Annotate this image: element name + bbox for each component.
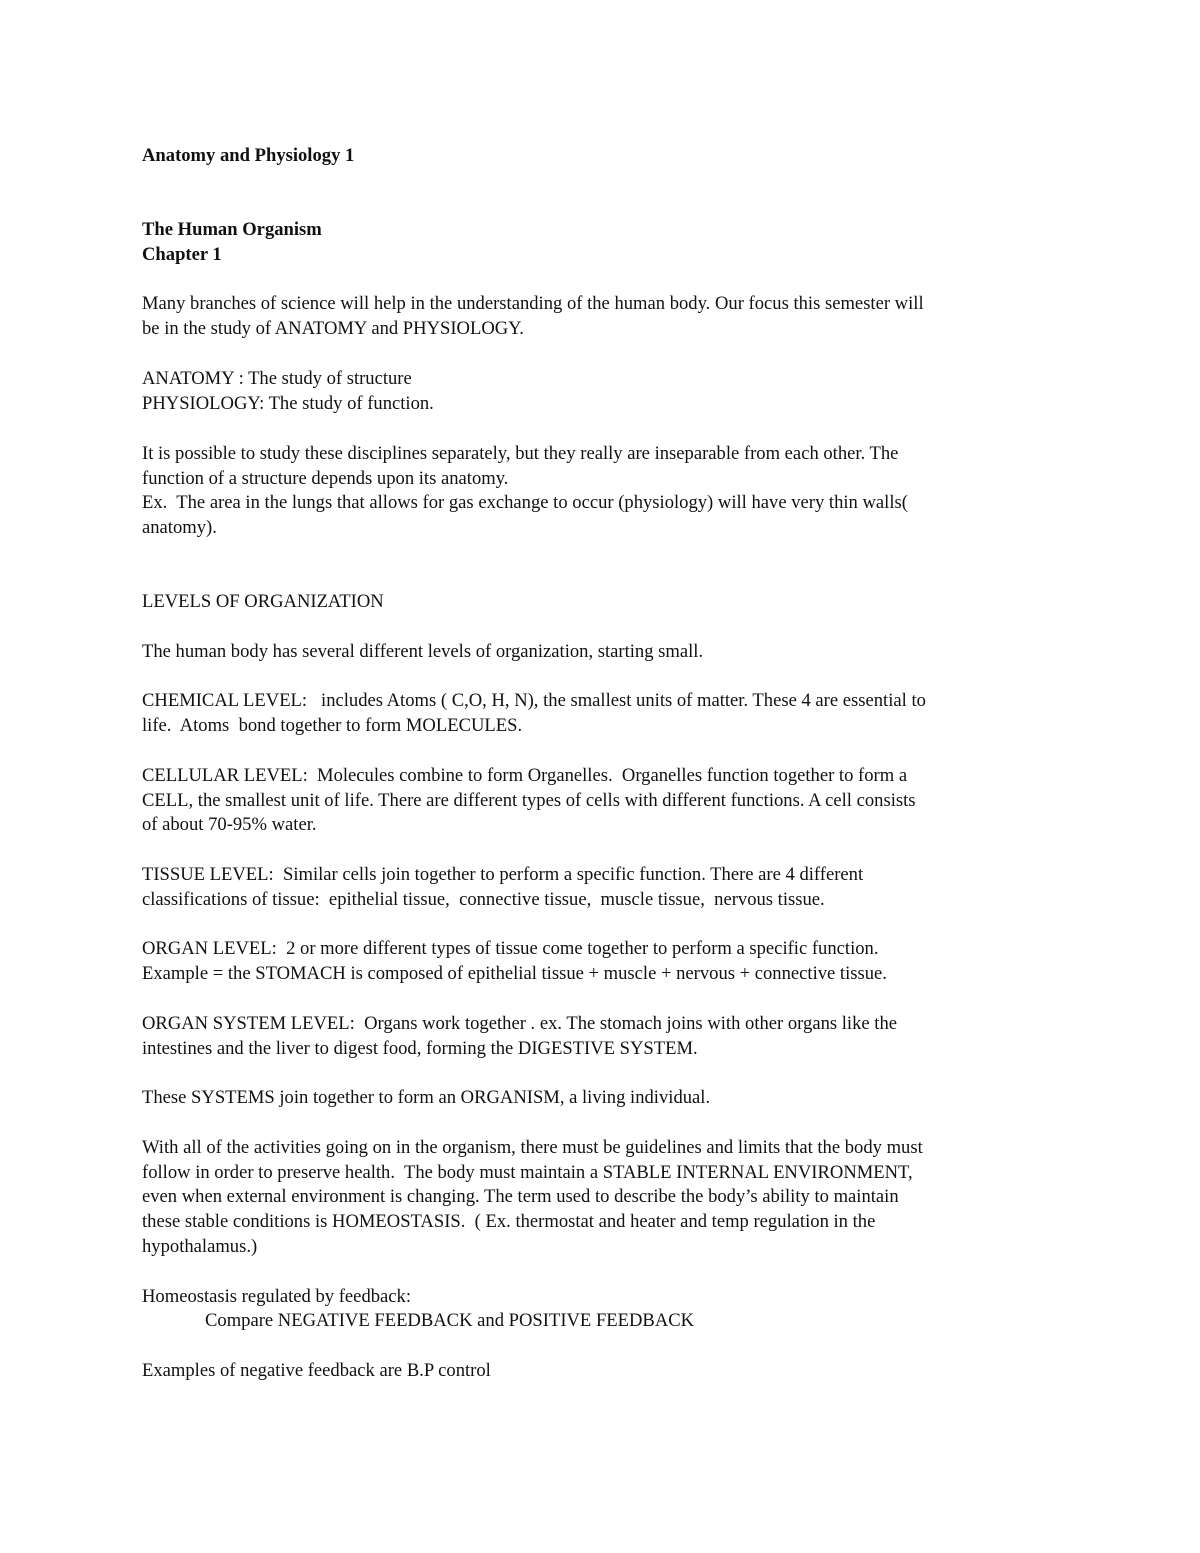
homeostasis-line: even when external environment is changing. The term used to describe the body’s ability to maintain bbox=[142, 1186, 899, 1207]
organism-line: These SYSTEMS join together to form an ORGANISM, a living individual. bbox=[142, 1087, 711, 1108]
feedback-heading: Homeostasis regulated by feedback: bbox=[142, 1286, 412, 1307]
intro-line: be in the study of ANATOMY and PHYSIOLOGY. bbox=[142, 318, 524, 339]
homeostasis-line: hypothalamus.) bbox=[142, 1236, 258, 1257]
relation-line: function of a structure depends upon its anatomy. bbox=[142, 468, 509, 489]
tissue-level-line: TISSUE LEVEL: Similar cells join together to perform a specific function. There are 4 different bbox=[142, 864, 864, 885]
definition-physiology: PHYSIOLOGY: The study of function. bbox=[142, 393, 434, 414]
relation-line: anatomy). bbox=[142, 517, 217, 538]
section-title: The Human Organism bbox=[142, 219, 322, 240]
course-title: Anatomy and Physiology 1 bbox=[142, 145, 355, 166]
organ-level-line: Example = the STOMACH is composed of epithelial tissue + muscle + nervous + connective tissue. bbox=[142, 963, 887, 984]
cellular-level-line: of about 70-95% water. bbox=[142, 814, 317, 835]
cellular-level-line: CELLULAR LEVEL: Molecules combine to form Organelles. Organelles function together to form a bbox=[142, 765, 908, 786]
homeostasis-line: With all of the activities going on in the organism, there must be guidelines and limits that the body must bbox=[142, 1137, 923, 1158]
relation-line: It is possible to study these disciplines separately, but they really are inseparable from each other. The bbox=[142, 443, 899, 464]
homeostasis-line: follow in order to preserve health. The body must maintain a STABLE INTERNAL ENVIRONMENT, bbox=[142, 1162, 913, 1183]
levels-heading: LEVELS OF ORGANIZATION bbox=[142, 591, 384, 612]
definition-anatomy: ANATOMY : The study of structure bbox=[142, 368, 412, 389]
levels-intro: The human body has several different levels of organization, starting small. bbox=[142, 641, 704, 662]
cellular-level-line: CELL, the smallest unit of life. There are different types of cells with different functions. A cell consists bbox=[142, 790, 916, 811]
organ-level-line: ORGAN LEVEL: 2 or more different types of tissue come together to perform a specific function. bbox=[142, 938, 879, 959]
tissue-level-line: classifications of tissue: epithelial tissue, connective tissue, muscle tissue, nervous tissue. bbox=[142, 889, 825, 910]
feedback-compare: Compare NEGATIVE FEEDBACK and POSITIVE FEEDBACK bbox=[205, 1310, 695, 1331]
organ-system-level-line: ORGAN SYSTEM LEVEL: Organs work together . ex. The stomach joins with other organs like the bbox=[142, 1013, 898, 1034]
homeostasis-line: these stable conditions is HOMEOSTASIS. ( Ex. thermostat and heater and temp regulation in the bbox=[142, 1211, 876, 1232]
intro-line: Many branches of science will help in the understanding of the human body. Our focus this semester will bbox=[142, 293, 924, 314]
chemical-level-line: life. Atoms bond together to form MOLECULES. bbox=[142, 715, 523, 736]
organ-system-level-line: intestines and the liver to digest food, forming the DIGESTIVE SYSTEM. bbox=[142, 1038, 698, 1059]
chemical-level-line: CHEMICAL LEVEL: includes Atoms ( C,O, H, N), the smallest units of matter. These 4 are essential to bbox=[142, 690, 926, 711]
chapter-label: Chapter 1 bbox=[142, 244, 222, 265]
relation-line: Ex. The area in the lungs that allows for gas exchange to occur (physiology) will have very thin walls( bbox=[142, 492, 908, 513]
negative-feedback-examples: Examples of negative feedback are B.P control bbox=[142, 1360, 491, 1381]
